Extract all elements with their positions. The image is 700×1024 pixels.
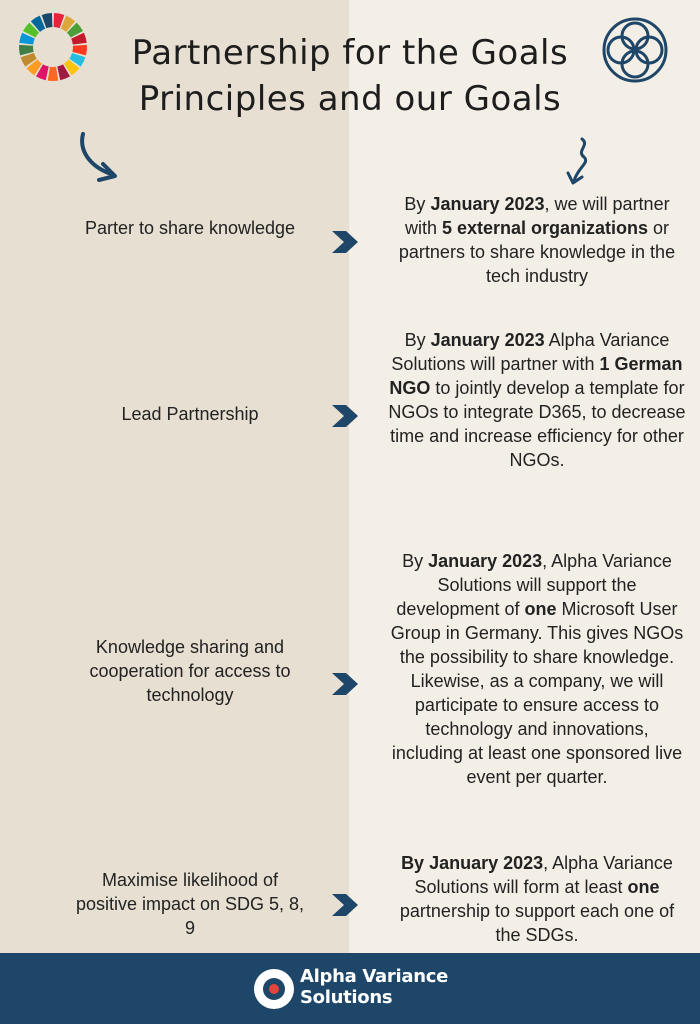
goal-highlight: one xyxy=(627,877,660,897)
principle-label: Lead Partnership xyxy=(121,404,259,424)
page-title xyxy=(90,30,610,122)
chevron-right-icon xyxy=(330,671,360,697)
goal-highlight: 5 external organizations xyxy=(441,218,649,238)
sdg-wheel-icon xyxy=(18,12,88,82)
sdg-wheel-segment xyxy=(72,45,87,55)
goal-segment: By xyxy=(404,330,431,350)
goal-segment: , Alpha Variance Solutions will support the development of xyxy=(396,551,672,619)
sdg-wheel-segment xyxy=(48,67,58,81)
right-column-background xyxy=(349,0,700,953)
goal-segment: , Alpha Variance Solutions will form at least xyxy=(414,853,673,897)
principle-label: Knowledge sharing and cooperation for access to technology xyxy=(89,637,291,705)
goal-text xyxy=(388,192,686,288)
squiggle-arrow-icon xyxy=(560,135,595,190)
goal-highlight: January 2023 xyxy=(430,330,545,350)
goal-text xyxy=(388,549,686,789)
goal-segment: By xyxy=(404,194,431,214)
chevron-right-icon xyxy=(330,403,360,429)
left-column-background xyxy=(0,0,349,953)
goal-highlight: 1 German NGO xyxy=(389,354,683,398)
footer-brand[interactable] xyxy=(300,966,448,1008)
title-line-2: Principles and our Goals xyxy=(138,79,562,119)
goal-segment: to jointly develop a template for NGOs to integrate D365, to decrease time and increase efficiency for other NGOs. xyxy=(388,378,686,470)
chevron-right-icon xyxy=(330,229,360,255)
goal-highlight: January 2023 xyxy=(430,194,545,214)
goal-segment: , we will partner with xyxy=(404,194,670,238)
principle-label: Parter to share knowledge xyxy=(84,218,296,238)
goal-text xyxy=(388,851,686,947)
curved-arrow-icon xyxy=(75,128,130,186)
goal-highlight: By January 2023 xyxy=(401,853,544,873)
goal-highlight: one xyxy=(524,599,557,619)
principle-label: Maximise likelihood of positive impact on SDG 5, 8, 9 xyxy=(75,870,305,938)
goal-segment: partnership to support each one of the SDGs. xyxy=(399,901,675,945)
sdg-wheel-segment xyxy=(19,45,34,55)
footer-brand-line-1: Alpha Variance xyxy=(300,966,448,987)
goal-segment: Microsoft User Group in Germany. This gives NGOs the possibility to share knowledge. Likewise, as a company, we will participate to ensure access to technology and innovations, including at least one sponsored live event per quarter. xyxy=(390,599,684,787)
goal-segment: or partners to share knowledge in the tech industry xyxy=(398,218,676,286)
footer-brand-line-2: Solutions xyxy=(300,987,393,1008)
goal-segment: By xyxy=(402,551,429,571)
title-line-1: Partnership for the Goals xyxy=(131,33,569,73)
target-logo-icon xyxy=(252,967,296,1011)
goal-segment: Alpha Variance Solutions will partner with xyxy=(391,330,670,374)
chevron-right-icon xyxy=(330,892,360,918)
goal-highlight: January 2023 xyxy=(428,551,543,571)
goal-text xyxy=(388,328,686,472)
